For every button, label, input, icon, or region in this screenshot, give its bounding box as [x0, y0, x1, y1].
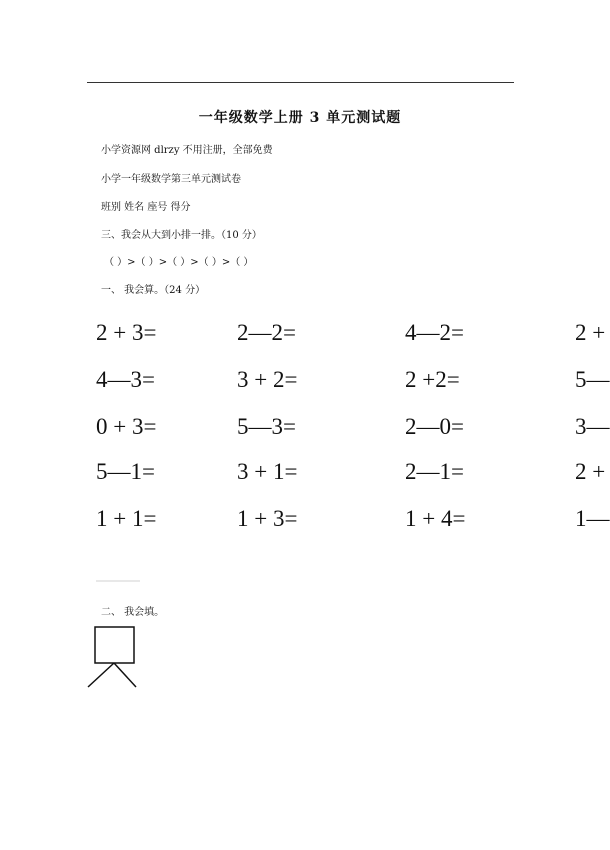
- equation: 0 + 3=: [96, 414, 157, 439]
- equation: 5—1=: [96, 459, 155, 484]
- equation: 2—1=: [405, 459, 464, 484]
- page-title: 一年级数学上册 3 单元测试题: [198, 110, 402, 126]
- equation: 1—: [575, 506, 610, 531]
- section-3-heading: 三、我会从大到小排一排。（10 分）: [101, 230, 262, 241]
- ordering-blanks: （ ）>（ ）>（ ）>（ ）>（ ）: [104, 257, 254, 268]
- equation: 3 + 2=: [237, 367, 298, 392]
- student-info-line: 班别 姓名 座号 得分: [101, 202, 191, 213]
- equation: 4—3=: [96, 367, 155, 392]
- equation: 1 + 3=: [237, 506, 298, 531]
- header-rule: [87, 82, 514, 83]
- source-line: 小学资源网 dlrzy 不用注册，全部免费: [101, 145, 273, 156]
- equation: 1 + 1=: [96, 506, 157, 531]
- equation: 4—2=: [405, 320, 464, 345]
- equation: 2 +2=: [405, 367, 460, 392]
- subtitle-line: 小学一年级数学第三单元测试卷: [101, 174, 241, 185]
- equation: 2 +: [575, 320, 606, 345]
- equation: 5—: [575, 367, 610, 392]
- faint-mark: [96, 580, 140, 582]
- equation: 2—0=: [405, 414, 464, 439]
- equation: 2 + 3=: [96, 320, 157, 345]
- equation: 5—3=: [237, 414, 296, 439]
- equation: 3 + 1=: [237, 459, 298, 484]
- equation: 2 +: [575, 459, 606, 484]
- equation: 1 + 4=: [405, 506, 466, 531]
- equation: 2—2=: [237, 320, 296, 345]
- section-1-heading: 一、 我会算。（24 分）: [101, 285, 206, 296]
- section-2-heading: 二、 我会填。: [101, 607, 165, 618]
- easel-figure: [86, 624, 142, 690]
- equation: 3—: [575, 414, 610, 439]
